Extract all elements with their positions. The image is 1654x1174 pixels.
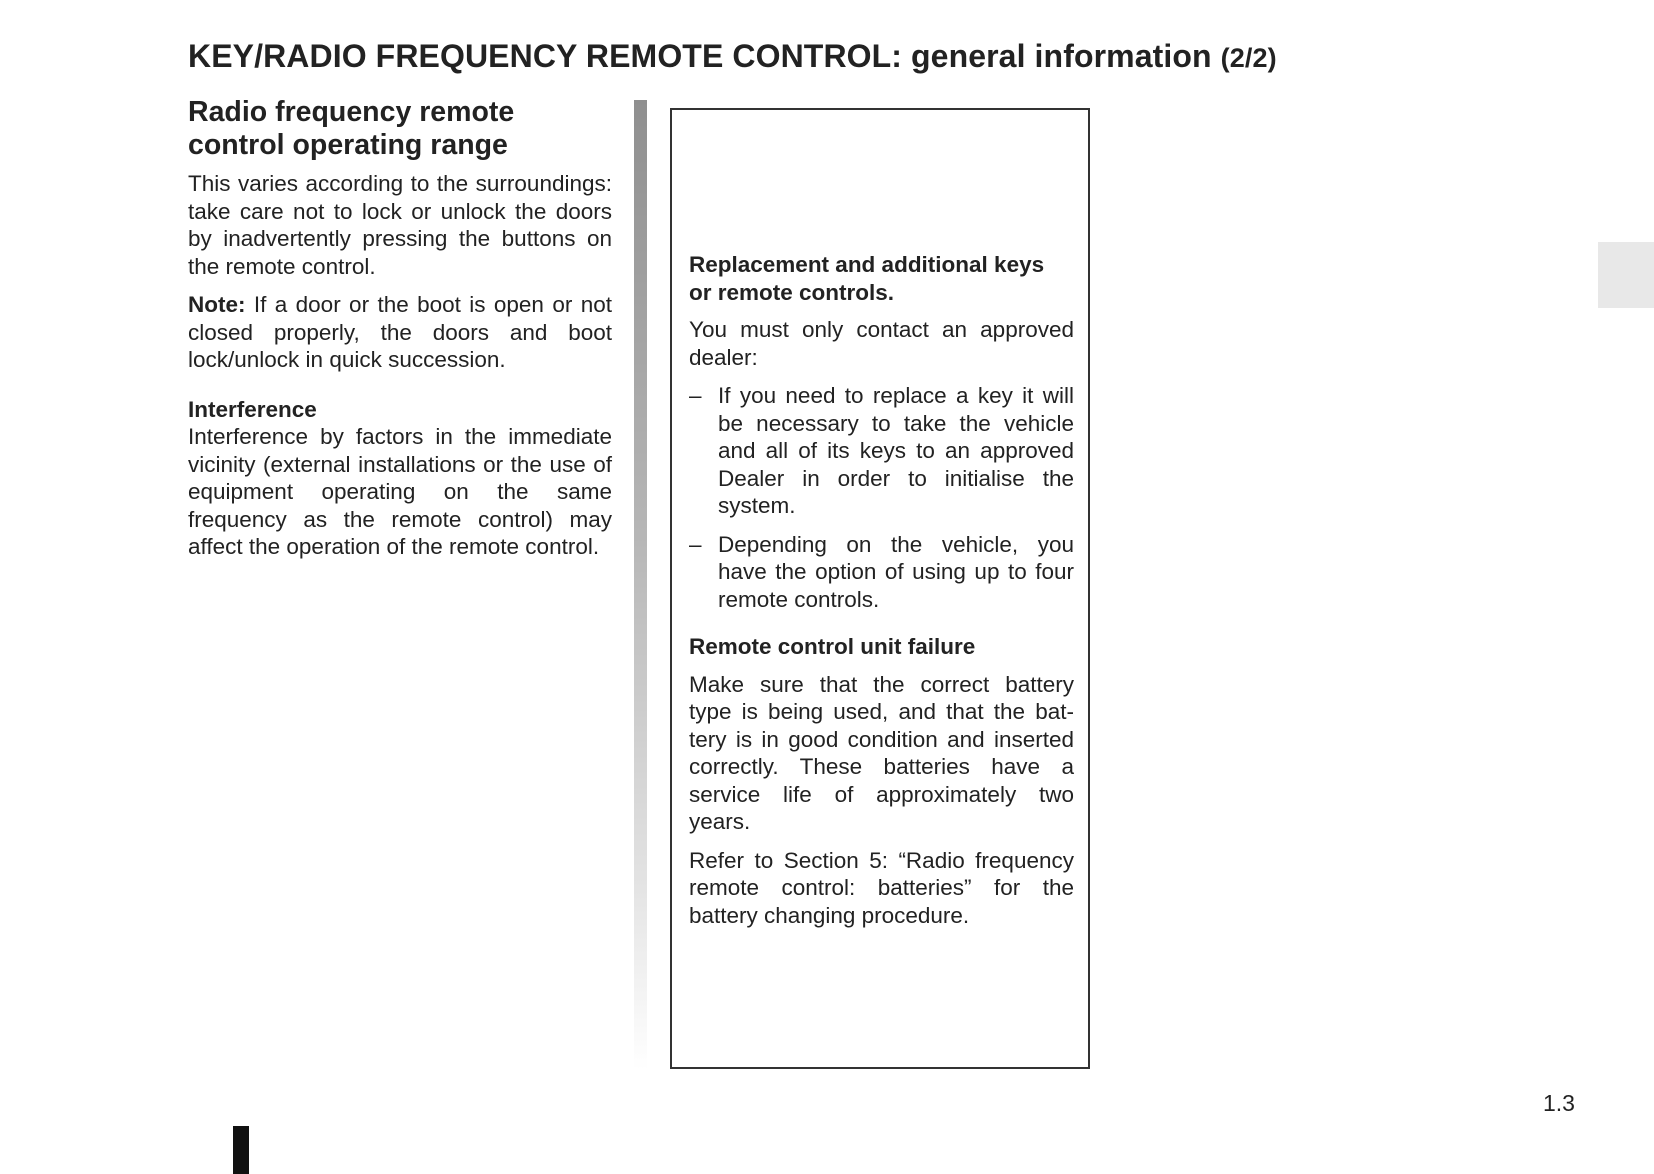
section-heading-operating-range [188, 96, 612, 162]
column-divider-bar [634, 100, 647, 1070]
page-part-indicator: (2/2) [1220, 43, 1277, 73]
interference-paragraph: Interference by factors in the immediate vicinity (external installations or the use of equipment operating on the same frequency as the remote control) may affect the operation of the remote control. [188, 424, 612, 559]
page-title [188, 38, 1277, 75]
operating-range-paragraph: This varies according to the surroundings: take care not to lock or unlock the doors by inadvertently pressing the buttons on the remote control. [188, 171, 612, 279]
left-column [188, 96, 612, 572]
note-label: Note: [188, 292, 246, 317]
replacement-keys-heading-line-2: or remote controls. [689, 279, 895, 305]
corner-marker-bar [233, 1126, 249, 1174]
dash-bullet-icon: – [689, 383, 702, 408]
unit-failure-heading: Remote control unit failure [689, 634, 976, 659]
list-item [689, 531, 1074, 614]
list-item [689, 382, 1074, 520]
replacement-keys-heading-line-1: Replacement and additional keys [689, 252, 1045, 277]
battery-paragraph: Make sure that the correct battery type is being used, and that the battery is in good condition and inserted correctly. These batteries have a service life of approximately two years. [689, 671, 1074, 834]
page-number: 1.3 [1543, 1090, 1575, 1116]
info-box-content [689, 251, 1074, 940]
section-heading-line-1: Radio frequency remote [188, 96, 515, 128]
replacement-keys-list [689, 382, 1074, 613]
note-paragraph [188, 291, 612, 374]
list-item-text: Depending on the vehicle, you have the option of using up to four remote controls. [718, 531, 1074, 612]
section-heading-line-2: control operating range [188, 129, 508, 161]
note-text: If a door or the boot is open or not closed properly, the doors and boot lock/unlock in quick succession. [188, 292, 612, 372]
info-box [670, 108, 1090, 1069]
section-side-tab [1598, 242, 1654, 308]
list-item-text: If you need to replace a key it will be necessary to take the vehicle and all of its keys to an approved Dealer in order to initialise the system. [718, 383, 1074, 518]
refer-section-paragraph: Refer to Section 5: “Radio frequency remote control: batteries” for the battery changing procedure. [689, 847, 1074, 928]
page-title-text: KEY/RADIO FREQUENCY REMOTE CONTROL: general information [188, 38, 1212, 74]
dash-bullet-icon: – [689, 531, 702, 557]
interference-heading: Interference [188, 396, 317, 422]
replacement-keys-heading [689, 251, 1074, 306]
approved-dealer-paragraph: You must only contact an approved dealer: [689, 317, 1074, 370]
